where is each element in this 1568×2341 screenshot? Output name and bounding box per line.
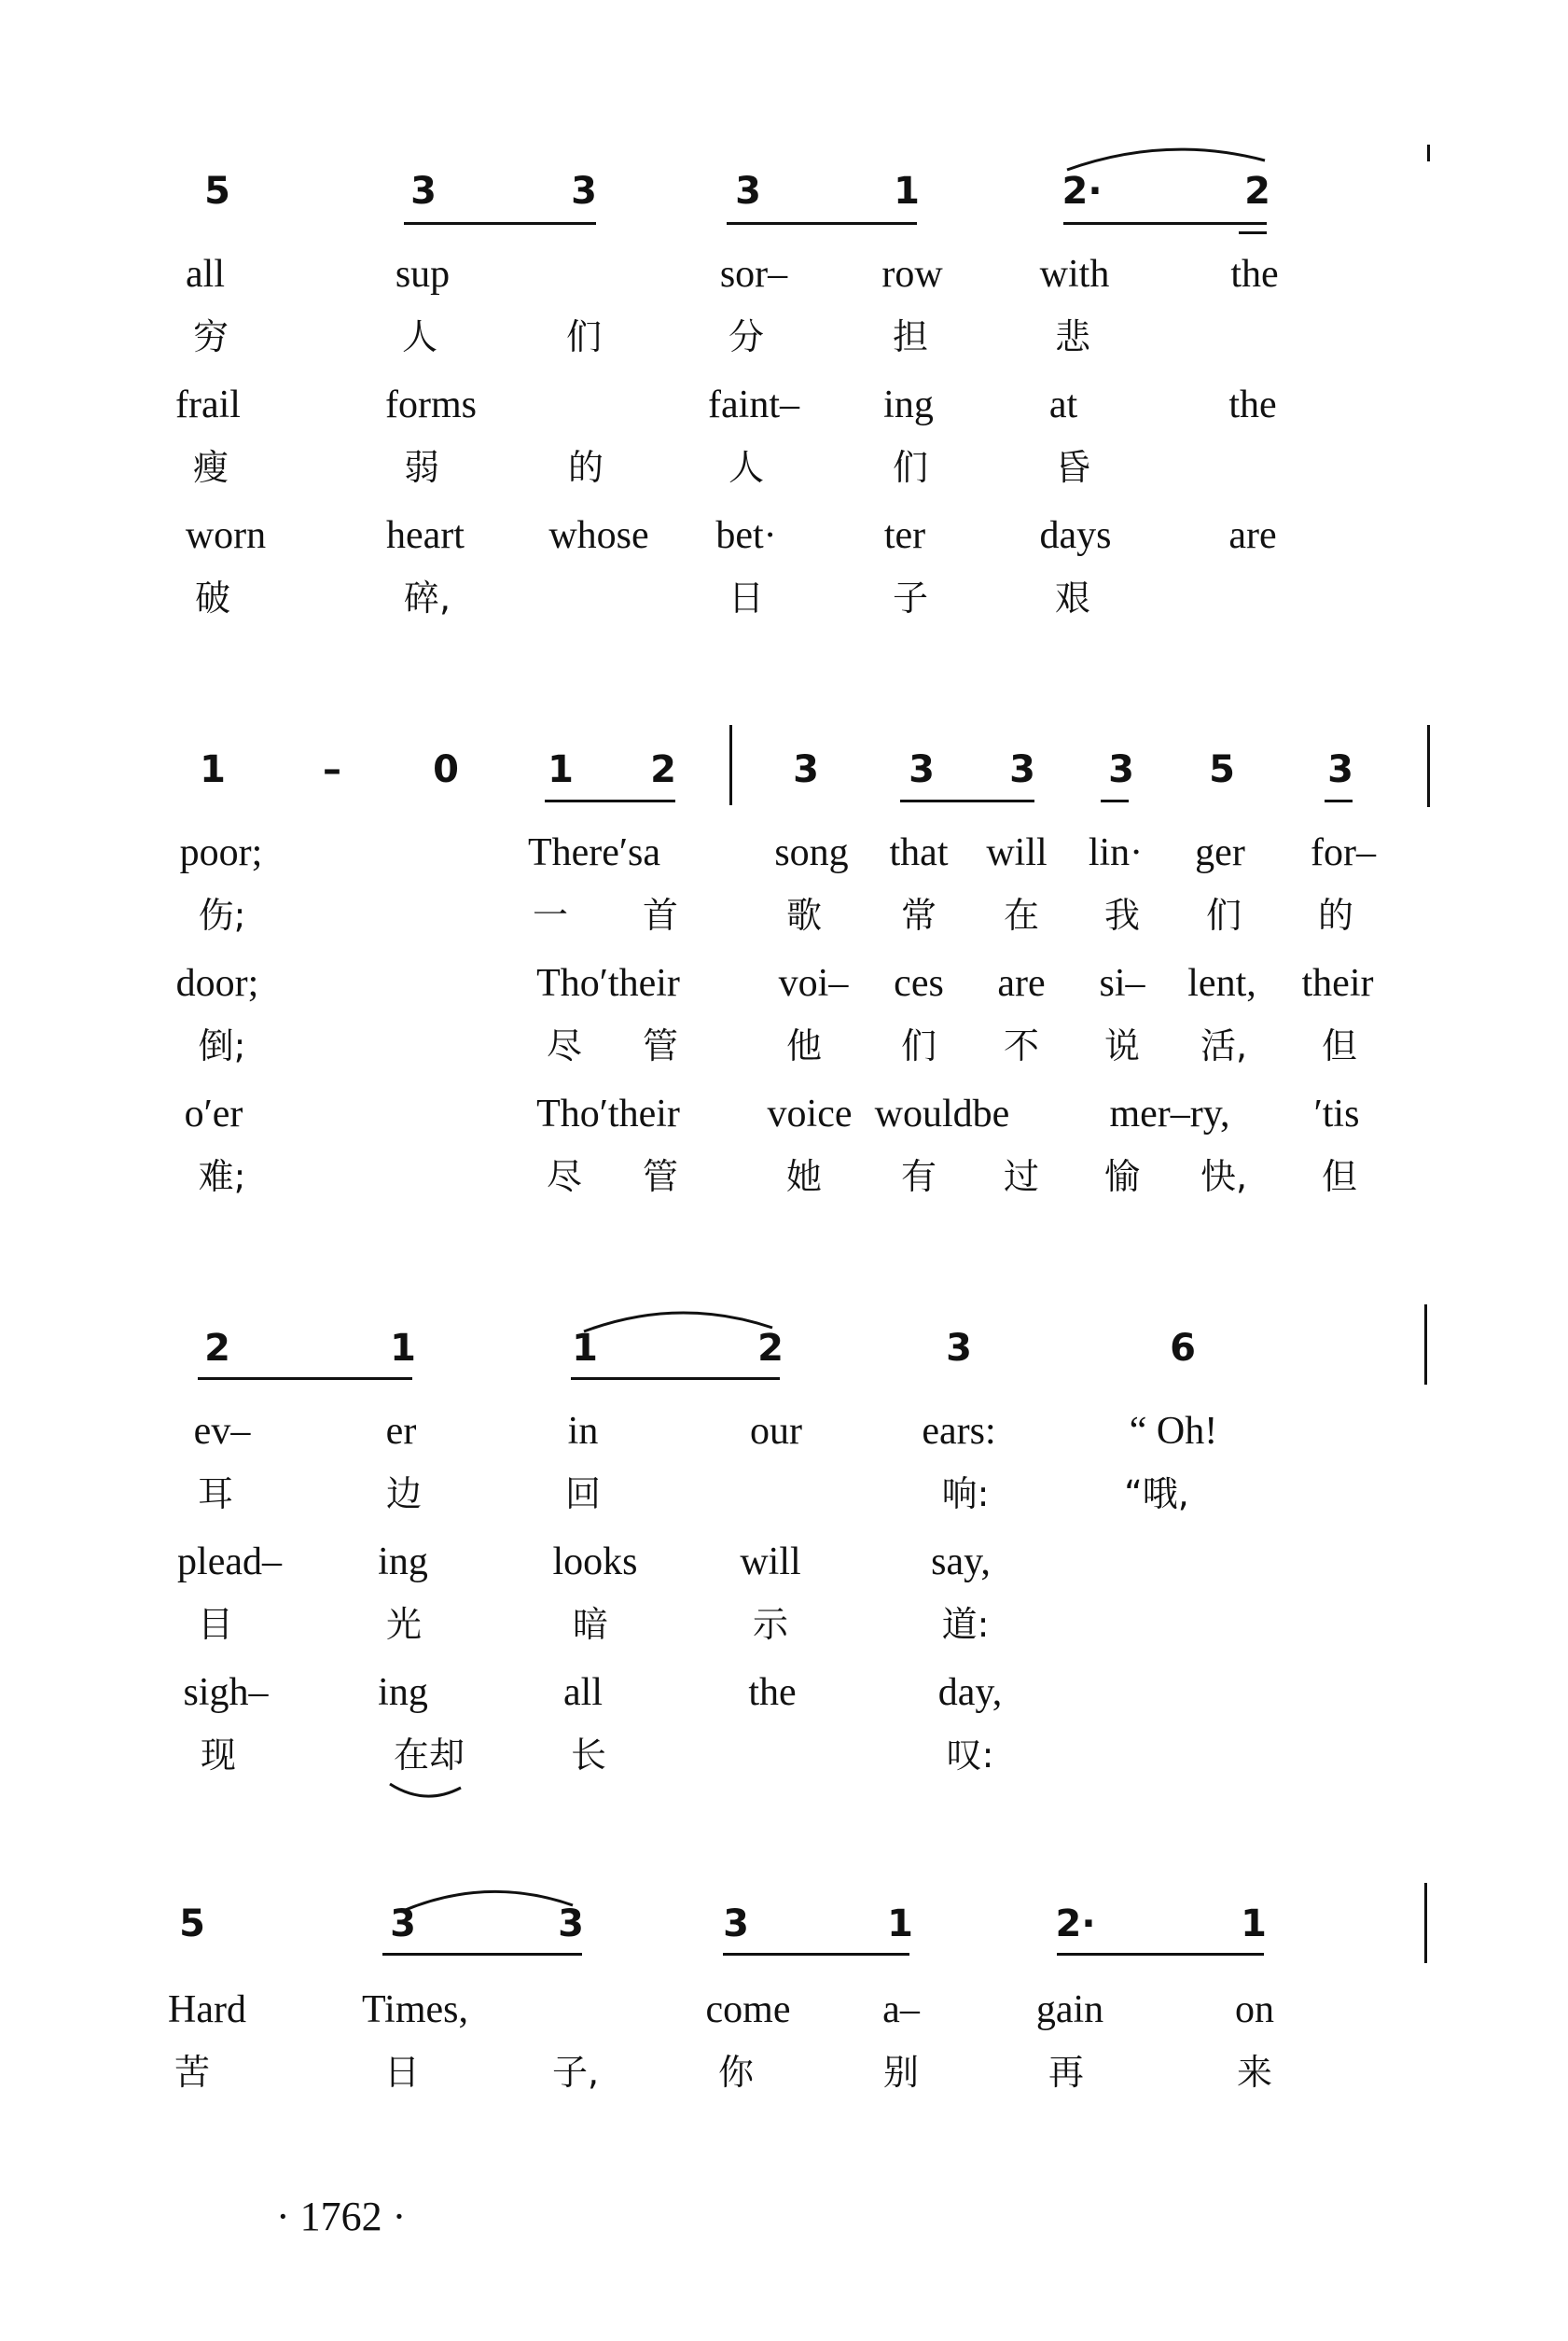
- note-digit: 6: [1170, 1327, 1196, 1370]
- tie-arc: [399, 1879, 576, 1916]
- lyric-english: forms: [385, 383, 477, 426]
- lyric-chinese: 尽: [546, 1156, 583, 1197]
- lyric-chinese: 分: [728, 316, 765, 357]
- lyric-chinese: 现: [200, 1735, 237, 1776]
- lyric-english: for–: [1311, 831, 1376, 874]
- beam: [1101, 800, 1129, 802]
- beam: [727, 222, 917, 225]
- lyric-english: at: [1048, 383, 1078, 426]
- lyric-english: voice: [767, 1093, 853, 1136]
- lyric-chinese: 在却: [393, 1735, 465, 1776]
- beam: [545, 800, 675, 802]
- note-digit: 3: [735, 170, 761, 213]
- lyric-chinese: 说: [1103, 1025, 1141, 1066]
- beam: [900, 800, 1034, 802]
- lyric-chinese: 歌: [785, 895, 823, 936]
- note-digit: 3: [558, 1902, 584, 1945]
- lyric-chinese: 子: [892, 578, 929, 619]
- beam: [404, 222, 596, 225]
- lyric-chinese: 碎,: [403, 578, 451, 619]
- lyric-chinese: 我: [1103, 895, 1141, 936]
- note-digit: 5: [1209, 748, 1235, 791]
- bar-line: [1427, 725, 1430, 807]
- lyric-english: are: [1228, 514, 1277, 557]
- note-digit: 1: [887, 1902, 913, 1945]
- lyric-chinese: 尽: [546, 1025, 583, 1066]
- lyric-chinese: 日: [728, 578, 765, 619]
- lyric-english: Times,: [361, 1988, 469, 2031]
- lyric-english: lin·: [1088, 831, 1144, 874]
- note-digit: 1: [894, 170, 920, 213]
- lyric-english: in: [567, 1410, 599, 1453]
- beam: [382, 1953, 582, 1956]
- lyric-chinese: 常: [900, 895, 937, 936]
- lyric-chinese: 愉: [1103, 1156, 1141, 1197]
- note-digit: 2: [650, 748, 676, 791]
- lyric-english: are: [997, 962, 1046, 1005]
- lyric-chinese: 瘦: [192, 447, 229, 488]
- note-digit: 3: [946, 1327, 972, 1370]
- slur-under: [386, 1780, 465, 1808]
- tie-arc: [580, 1300, 776, 1337]
- lyric-english: frail: [175, 383, 241, 426]
- lyric-english: ev–: [193, 1410, 251, 1453]
- lyric-chinese: 们: [1205, 895, 1242, 936]
- lyric-english: door;: [175, 962, 259, 1005]
- lyric-english: say,: [931, 1540, 991, 1583]
- note-digit: 3: [390, 1902, 416, 1945]
- lyric-english: day,: [937, 1671, 1003, 1714]
- lyric-english: will: [986, 831, 1048, 874]
- lyric-chinese: 她: [785, 1156, 823, 1197]
- lyric-english: row: [881, 253, 943, 296]
- note-digit: 2: [757, 1327, 784, 1370]
- lyric-chinese: 担: [892, 316, 929, 357]
- lyric-english: ing: [378, 1540, 428, 1583]
- beam: [198, 1377, 412, 1380]
- note-digit: 5: [179, 1902, 205, 1945]
- lyric-english: lent,: [1187, 962, 1256, 1005]
- lyric-english: worn: [185, 514, 267, 557]
- lyric-english: o′er: [184, 1093, 243, 1136]
- lyric-chinese: 回: [564, 1473, 602, 1514]
- bar-line: [1427, 145, 1430, 161]
- lyric-chinese: 首: [642, 895, 679, 936]
- lyric-chinese: 人: [401, 316, 438, 357]
- lyric-english: voi–: [778, 962, 849, 1005]
- note-digit: 2: [204, 1327, 230, 1370]
- lyric-chinese: 他: [785, 1025, 823, 1066]
- beam: [571, 1377, 780, 1380]
- note-digit: 3: [723, 1902, 749, 1945]
- lyric-english: sup: [395, 253, 451, 296]
- lyric-english: gain: [1035, 1988, 1104, 2031]
- note-digit: 3: [909, 748, 935, 791]
- lyric-english: sigh–: [183, 1671, 269, 1714]
- lyric-chinese: 倒;: [198, 1025, 246, 1066]
- lyric-english: ′tis: [1313, 1093, 1360, 1136]
- lyric-chinese: 破: [194, 578, 231, 619]
- lyric-english: will: [740, 1540, 801, 1583]
- lyric-chinese: 有: [900, 1156, 937, 1197]
- note-digit: 3: [1108, 748, 1134, 791]
- lyric-english: bet·: [715, 514, 777, 557]
- bar-line: [1424, 1883, 1427, 1963]
- note-digit: 1: [390, 1327, 416, 1370]
- lyric-english: days: [1039, 514, 1112, 557]
- note-digit: 1: [548, 748, 574, 791]
- note-digit: 0: [433, 748, 459, 791]
- lyric-chinese: 但: [1321, 1156, 1358, 1197]
- lyric-english: poor;: [179, 831, 263, 874]
- lyric-english: the: [1228, 383, 1277, 426]
- note-digit: 3: [793, 748, 819, 791]
- lyric-english: with: [1039, 253, 1110, 296]
- lyric-chinese: 过: [1003, 1156, 1040, 1197]
- lyric-english: sor–: [719, 253, 788, 296]
- lyric-english: that: [889, 831, 949, 874]
- lyric-chinese: 耳: [197, 1473, 234, 1514]
- lyric-chinese: 们: [892, 447, 929, 488]
- lyric-chinese: 子,: [551, 2052, 600, 2093]
- lyric-chinese: 长: [570, 1735, 607, 1776]
- lyric-english: Tho′their: [536, 1093, 680, 1136]
- lyric-english: whose: [548, 514, 649, 557]
- lyric-chinese: 艰: [1054, 578, 1091, 619]
- note-digit: 2·: [1062, 170, 1103, 213]
- lyric-english: heart: [386, 514, 465, 557]
- lyric-english: Tho′their: [536, 962, 680, 1005]
- lyric-english: ears:: [922, 1410, 996, 1453]
- lyric-chinese: “哦,: [1124, 1473, 1189, 1514]
- lyric-chinese: 管: [642, 1025, 679, 1066]
- lyric-chinese: 一: [532, 895, 569, 936]
- lyric-chinese: 的: [1317, 895, 1354, 936]
- beam: [1239, 231, 1267, 234]
- lyric-chinese: 来: [1236, 2052, 1273, 2093]
- lyric-chinese: 示: [752, 1604, 789, 1645]
- lyric-chinese: 们: [900, 1025, 937, 1066]
- note-digit: 1: [572, 1327, 598, 1370]
- beam: [1063, 222, 1267, 225]
- lyric-chinese: 快,: [1200, 1156, 1248, 1197]
- lyric-english: looks: [552, 1540, 638, 1583]
- lyric-english: a–: [882, 1988, 920, 2031]
- lyric-english: plead–: [177, 1540, 282, 1583]
- note-digit: 3: [1009, 748, 1035, 791]
- lyric-chinese: 管: [642, 1156, 679, 1197]
- lyric-chinese: 响:: [941, 1473, 990, 1514]
- lyric-chinese: 昏: [1054, 447, 1091, 488]
- lyric-english: ces: [894, 962, 944, 1005]
- lyric-chinese: 们: [565, 316, 603, 357]
- note-digit: 3: [410, 170, 437, 213]
- lyric-chinese: 边: [385, 1473, 423, 1514]
- lyric-english: er: [385, 1410, 417, 1453]
- beam: [723, 1953, 909, 1956]
- note-digit: 3: [571, 170, 597, 213]
- lyric-chinese: 苦: [173, 2052, 211, 2093]
- lyric-chinese: 别: [882, 2052, 920, 2093]
- lyric-english: our: [750, 1410, 802, 1453]
- lyric-chinese: 的: [567, 447, 604, 488]
- lyric-english: ger: [1195, 831, 1245, 874]
- lyric-english: There′sa: [527, 831, 661, 874]
- lyric-english: “ Oh!: [1129, 1410, 1218, 1453]
- lyric-english: all: [186, 253, 225, 296]
- bar-line: [729, 725, 732, 805]
- lyric-english: si–: [1099, 962, 1145, 1005]
- lyric-chinese: 在: [1003, 895, 1040, 936]
- note-digit: 1: [1241, 1902, 1267, 1945]
- note-digit: 1: [200, 748, 226, 791]
- lyric-chinese: 活,: [1200, 1025, 1248, 1066]
- lyric-chinese: 你: [717, 2052, 755, 2093]
- lyric-english: their: [1301, 962, 1374, 1005]
- lyric-chinese: 但: [1321, 1025, 1358, 1066]
- lyric-english: all: [563, 1671, 603, 1714]
- lyric-chinese: 暗: [572, 1604, 609, 1645]
- note-digit: 2: [1244, 170, 1270, 213]
- lyric-chinese: 再: [1048, 2052, 1085, 2093]
- lyric-chinese: 不: [1003, 1025, 1040, 1066]
- lyric-english: the: [748, 1671, 797, 1714]
- lyric-english: wouldbe: [874, 1093, 1010, 1136]
- lyric-chinese: 光: [385, 1604, 423, 1645]
- lyric-chinese: 叹:: [946, 1735, 994, 1776]
- note-digit: –: [323, 748, 341, 791]
- lyric-english: ing: [883, 383, 934, 426]
- lyric-chinese: 弱: [403, 447, 440, 488]
- note-digit: 3: [1327, 748, 1353, 791]
- lyric-english: ter: [883, 514, 926, 557]
- lyric-english: come: [705, 1988, 791, 2031]
- lyric-english: the: [1230, 253, 1279, 296]
- lyric-chinese: 日: [383, 2052, 421, 2093]
- lyric-chinese: 道:: [941, 1604, 990, 1645]
- beam: [1325, 800, 1353, 802]
- lyric-chinese: 人: [728, 447, 765, 488]
- bar-line: [1424, 1304, 1427, 1385]
- note-digit: 2·: [1055, 1902, 1096, 1945]
- lyric-chinese: 悲: [1054, 316, 1091, 357]
- beam: [1057, 1953, 1264, 1956]
- lyric-english: mer–ry,: [1109, 1093, 1230, 1136]
- page-number: · 1762 ·: [276, 2194, 407, 2239]
- lyric-chinese: 目: [197, 1604, 234, 1645]
- lyric-english: song: [774, 831, 849, 874]
- note-digit: 5: [204, 170, 230, 213]
- lyric-english: ing: [378, 1671, 428, 1714]
- lyric-chinese: 难;: [198, 1156, 246, 1197]
- lyric-english: Hard: [168, 1988, 246, 2031]
- lyric-chinese: 穷: [192, 316, 229, 357]
- lyric-english: faint–: [708, 383, 799, 426]
- lyric-english: on: [1235, 1988, 1274, 2031]
- lyric-chinese: 伤;: [198, 895, 246, 936]
